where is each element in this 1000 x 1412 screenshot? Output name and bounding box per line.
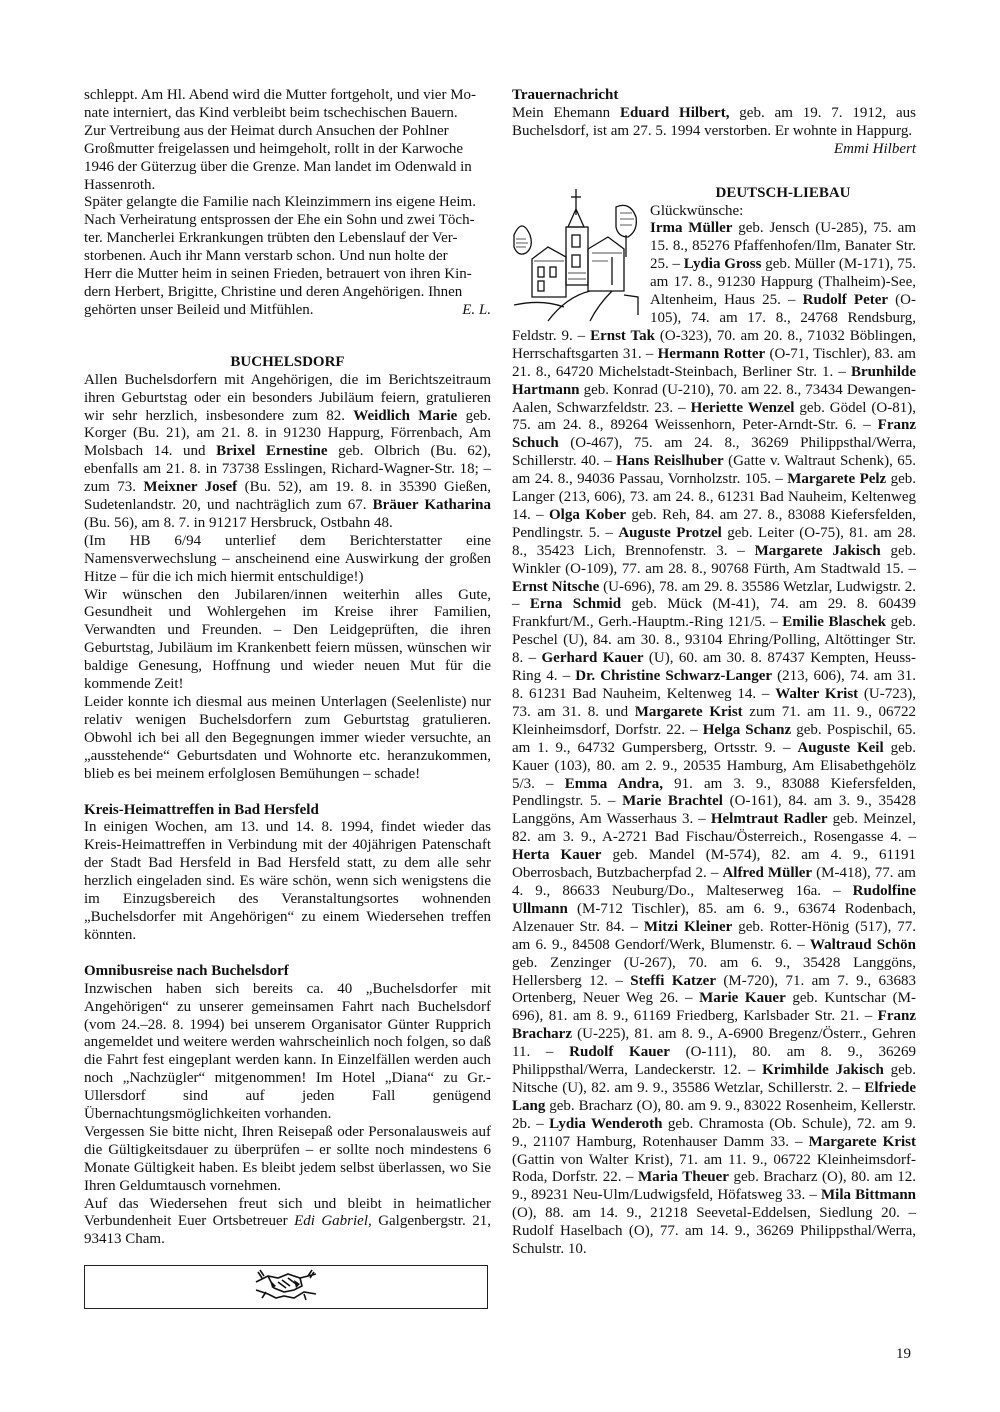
intro-line: Großmutter freigelassen und heimgeholt, rollt in der Karwoche [84,140,464,157]
intro-line: ter. Mancherlei Erkrankungen trübten den Lebenslauf der Ver- [84,230,458,247]
entry-details: (213, 606), 74. am 31. 8. 61231 Bad Nauheim, Keltenweg 14. – [512,668,916,702]
intro-line: Später gelangte die Familie nach Kleinzimmern ins eigene Heim. [84,194,476,211]
birthday-list [512,220,916,1259]
person-name: Erna Schmid [529,596,622,613]
buchelsdorf-birthdays: Allen Buchelsdorfern mit Angehörigen, die im Berichtszeitraum ihren Geburtstag oder ein besonders Jubiläum feiern, gratulieren wir sehr herzlich, insbesondere zum 82. Weidlich Marie geb. Korger (Bu. 21), am 21. 8. in 91230 Happurg, Förrenbach, Am Molsbach 14. und Brixel Ernestine geb. Olbrich (Bu. 62), ebenfalls am 21. 8. in 73738 Esslingen, Richard-Wagner-Str. 18; – zum 73. Meixner Josef (Bu. 52), am 19. 8. in 35390 Gießen, Sudetenlandstr. 20, und nachträglich zum 67. Bräuer Katharina (Bu. 56), am 8. 7. in 91217 Hersbruck, Ostbahn 48. [84,371,492,531]
person-name: Brixel Ernestine [216,443,328,460]
entry-details: geb. Rotter-Hönig (517), 77. am 6. 9., 84508 Gendorf/Werk, Blumenstr. 6. – [512,918,916,953]
person-name: Hermann Rotter [657,345,766,362]
intro-line: Herr die Mutter heim in seinen Frieden, betrauert von ihren Kin- [84,266,472,283]
entry-details: geb. Müller (M-171), 75. am 17. 8., 91230 Happurg (Thalheim)-See, Altenheim, Haus 25. – [650,256,917,309]
omnibus-heading: Omnibusreise nach Buchelsdorf [84,962,289,979]
omnibus-text-3: Auf das Wiedersehen freut sich und bleibt in heimatlicher Verbundenheit Euer Ortsbetreuer Edi Gabriel, Galgenbergstr. 21, 93413 Cham. [84,1195,491,1248]
person-name: Emilie Blaschek [782,614,887,631]
kreis-heading: Kreis-Heimattreffen in Bad Hersfeld [84,801,319,818]
person-name: Margarete Jakisch [754,542,881,559]
entry-details: (Gattin von Walter Krist), 71. am 11. 9., 06722 Kleinheimsdorf-Roda, Dorfstr. 22. – [512,1151,916,1186]
person-name: Ernst Tak [590,327,656,344]
person-name: Herta Kauer [512,847,602,864]
entry-details: geb. Winkler (O-109), 77. am 28. 8., 90768 Fürth, Am Stadtwald 15. – [512,542,916,577]
entry-details: (U-696), 78. am 29. 8. 35586 Wetzlar, Ludwigstr. 2. – [512,578,916,613]
person-name: Waltraud Schön [809,936,916,953]
kreis-text: In einigen Wochen, am 13. und 14. 8. 1994, findet wieder das Kreis-Heimattreffen in Verbindung mit der 40jährigen Patenschaft der Stadt Bad Hersfeld in Bad Hersfeld statt, zu dem alle sehr herzlich eingeladen sind. Es wäre schön, wenn sich wenigstens die im Einzugsbereich des Veranstaltungsortes wohnenden „Buchelsdorfer mit Angehörigen“ zu einem Wiedersehen treffen könnten. [84,819,491,943]
entry-details: zum 71. am 11. 9., 06722 Kleinheimsdorf, Dorfstr. 22. – [512,703,917,738]
entry-details: (O-323), 70. am 20. 8., 71032 Böblingen, Herrschaftsgarten 31. – [512,327,916,362]
entry-details: geb. Reh, 84. am 27. 8., 83088 Kiefersfelden, Pendlingstr. 5. – [512,506,916,541]
entry-details: (O-161), 84. am 3. 9., 35428 Langgöns, Am Wasserhaus 3. – [512,793,916,828]
trauer-heading: Trauernachricht [512,87,619,103]
person-name: Ernst Nitsche [512,578,600,595]
person-name: Walter Krist [775,686,859,702]
person-name: Mitzi Kleiner [643,918,733,935]
person-name: Rudolf Peter [802,292,889,309]
entry-details: (U-225), 81. am 8. 9., A-6900 Bregenz/Österr., Gehren 11. – [512,1026,916,1061]
person-name: Steffi Katzer [630,972,716,989]
person-name: Weidlich Marie [353,407,458,424]
person-name: Elfriede Lang [512,1079,916,1114]
buchelsdorf-correction: (Im HB 6/94 unterlief dem Berichterstatter eine Namensverwechslung – anscheinend eine Auswirkung der großen Hitze – für die ich mich hiermit entschuldige!) [84,532,491,585]
person-name: Rudolf Kauer [569,1044,670,1061]
entry-details: geb. Mück (M-41), 74. am 29. 8. 60439 Frankfurt/M., Gerh.-Hauptm.-Ring 121/5. – [512,596,916,631]
church-illustration-icon [512,187,640,323]
person-name: Lydia Wenderoth [549,1115,663,1132]
left-column [84,87,491,1249]
person-name: Eduard Hilbert, [620,104,730,121]
entry-details: geb. Jensch (U-285), 75. am 15. 8., 85276 Pfaffenhofen/Ilm, Banater Str. 25. – [650,220,917,273]
greetings-label: Glückwünsche: [650,202,744,219]
caretaker-name: Edi Gabriel, [294,1213,372,1230]
entry-details: geb. Kauer (103), 80. am 2. 9., 20535 Hamburg, Am Elisabethgehölz 5/3. – [512,739,916,792]
person-name: Margarete Pelz [787,471,887,488]
entry-details: 91. am 3. 9., 83088 Kiefersfelden, Pendlingstr. 5. – [512,775,917,810]
entry-details: (O-71, Tischler), 83. am 21. 8., 64720 Michelstadt-Steinbach, Berliner Str. 1. – [512,345,916,380]
entry-details: (M-418), 77. am 4. 9., 86633 Neuburg/Do., Malteserweg 16a. – [512,865,916,899]
entry-details: geb. Gödel (O-81), 75. am 24. 8., 89264 Weissenhorn, Peter-Arndt-Str. 6. – [512,399,917,434]
intro-sign-line [84,302,491,320]
person-name: Meixner Josef [143,479,238,496]
handshake-box [84,1265,488,1309]
right-column [512,87,916,1259]
entry-details: geb. Kuntschar (M-696), 81. am 8. 9., 61169 Friedberg, Karlsbader Str. 21. – [512,990,916,1025]
person-name: Olga Kober [549,506,627,523]
person-name: Mila Bittmann [821,1187,916,1204]
entry-details: (O), 88. am 14. 9., 21218 Seevetal-Eddelsen, Siedlung 20. – Rudolf Haselbach (O), 77. am 14. 9., 36269 Philippsthal/Werra, Schulstr. 10. [512,1205,916,1258]
entry-details: geb. Chramosta (Ob. Schule), 72. am 9. 9., 21107 Hamburg, Rotenhauser Damm 33. – [512,1115,917,1150]
entry-details: (O-467), 75. am 24. 8., 36269 Philippsthal/Werra, Schillerstr. 40. – [512,435,916,470]
person-name: Franz Schuch [512,417,916,452]
person-name: Alfred Müller [722,865,813,882]
entry-details: (U-723), 73. am 31. 8. und [512,686,916,720]
person-name: Margarete Krist [808,1133,916,1150]
buchelsdorf-note: Leider konnte ich diesmal aus meinen Unterlagen (Seelenliste) nur relativ wenigen Buchelsdorfern zum Geburtstag gratulieren. Obwohl ich bei all den Begegnungen immer wieder versuchte, an „ausstehende“ Geburtsdaten und Wohnorte etc. heranzukommen, blieb es bei meinem erfolglosen Bemühungen – schade! [84,694,491,782]
intro-line: Nach Verheiratung entsprossen der Ehe ein Sohn und zwei Töch- [84,212,475,229]
person-name: Helmtraut Radler [710,811,828,828]
buchelsdorf-heading: BUCHELSDORF [230,353,345,370]
person-name: Hans Reislhuber [615,453,724,470]
person-name: Lydia Gross [683,256,762,273]
entry-details: geb. Peschel (U), 84. am 30. 8., 93104 Ehring/Polling, Altöttinger Str. 8. – [512,614,916,667]
person-name: Auguste Protzel [618,524,722,541]
entry-details: geb. Bracharz (O), 80. am 12. 9., 89231 Neu-Ulm/Ludwigsfeld, Höfatsweg 33. – [512,1169,916,1204]
entry-details: (M-720), 71. am 7. 9., 63683 Ortenberg, Neuer Weg 26. – [512,972,917,1007]
trauer-signature: Emmi Hilbert [833,140,916,157]
person-name: Franz Bracharz [512,1008,916,1043]
entry-details: (O-111), 80. am 8. 9., 36269 Philippsthal/Werra, Landeckerstr. 12. – [512,1044,916,1079]
page-number: 19 [896,1346,911,1362]
person-name: Auguste Keil [797,739,884,756]
intro-line: 1946 der Güterzug über die Grenze. Man landet im Odenwald in [84,158,472,175]
deutsch-liebau-section [512,185,916,1259]
intro-line: dern Herbert, Brigitte, Christine und deren Angehörigen. Ihnen [84,283,463,300]
person-name: Krimhilde Jakisch [762,1062,884,1079]
intro-last-line: gehörten unser Beileid und Mitfühlen. [84,301,314,318]
person-name: Gerhard Kauer [541,650,644,667]
buchelsdorf-wishes: Wir wünschen den Jubilaren/innen weiterhin alles Gute, Gesundheit und Wohlergehen im Kreise ihrer Familien, Verwandten und Freunden. – Den Leidgeprüften, die ihren Geburtstag, Jubiläum im Krankenbett feiern müssen, wünschen wir baldige Genesung, Hoffnung und wieder neuen Mut für die kommende Zeit! [84,586,491,693]
handshake-icon [254,1268,318,1307]
entry-details: (O-105), 74. am 17. 8., 24768 Rendsburg, Feldstr. 9. – [512,292,917,344]
intro-line: Zur Vertreibung aus der Heimat durch Ansuchen der Pohlner [84,122,449,139]
entry-details: geb. Langer (213, 606), 73. am 24. 8., 61231 Bad Nauheim, Keltenweg 14. – [512,471,916,523]
entry-details: geb. Pospischil, 65. am 1. 9., 64732 Gumpersberg, Ortsstr. 9. – [512,721,916,756]
person-name: Maria Theuer [638,1169,729,1186]
entry-details: geb. Leiter (O-75), 81. am 28. 8., 35423 Lich, Brennofenstr. 3. – [512,524,916,559]
entry-details: geb. Meinzel, 82. am 3. 9., A-2721 Bad Fischau/Österreich., Rosengasse 4. – [512,811,917,846]
entry-details: geb. Nitsche (U), 82. am 9. 9., 35586 Wetzlar, Schillerstr. 2. – [512,1062,916,1096]
person-name: Marie Kauer [699,990,786,1007]
entry-details: (U), 60. am 30. 8. 87437 Kempten, Heuss-Ring 4. – [512,650,917,685]
entry-details: (Gatte v. Waltraut Schenk), 65. am 24. 8., 94036 Passau, Vornholzstr. 105. – [512,453,917,488]
person-name: Helga Schanz [702,721,792,738]
entry-details: geb. Zenzinger (U-267), 70. am 6. 9., 35428 Langgöns, Hellersberg 12. – [512,954,916,989]
omnibus-text-2: Vergessen Sie bitte nicht, Ihren Reisepaß oder Personalausweis auf die Gültigkeitsdauer zu überprüfen – er sollte noch mindestens 6 Monate Gültigkeit haben. Es bleibt jedem selbst überlassen, wo Sie Ihren Geldumtausch vornehmen. [84,1123,491,1194]
intro-line: storbenen. Auch ihr Mann verstarb schon. Und nun holte der [84,248,448,265]
omnibus-text-1: Inzwischen haben sich bereits ca. 40 „Buchelsdorfer mit Angehörigen“ zu unserer gemeinsamen Fahrt nach Buchelsdorf (vom 24.–28. 8. 1994) bei unserem Organisator Günter Rupprich angemeldet und weitere werden wahrscheinlich noch folgen, so daß die Fahrt fest eingeplant werden kann. In Einzelfällen werden auch noch „Nachzügler“ mitgenommen! Im Hotel „Diana“ zu Gr.-Ullersdorf sind auf jeden Fall genügend Übernachtungsmöglichkeiten vorhanden. [84,980,491,1123]
entry-details: geb. Bracharz (O), 80. am 9. 9., 83022 Rosenheim, Kellerstr. 2b. – [512,1097,916,1132]
person-name: Heriette Wenzel [690,399,795,416]
intro-line: Hassenroth. [84,176,156,193]
person-name: Margarete Krist [634,703,743,720]
person-name: Bräuer Katharina [372,497,491,514]
person-name: Emma Andra, [564,775,663,792]
person-name: Marie Brachtel [622,793,723,810]
person-name: Irma Müller [650,220,733,237]
intro-line: nate interniert, das Kind verbleibt beim tschechischen Bauern. [84,104,458,121]
entry-details: geb. Mandel (M-574), 82. am 4. 9., 61191 Oberrosbach, Butzbacherpfad 2. – [512,847,916,882]
deutsch-liebau-heading: DEUTSCH-LIEBAU [715,184,851,201]
trauer-text: Mein Ehemann Eduard Hilbert, geb. am 19. 7. 1912, aus Buchelsdorf, ist am 27. 5. 1994 verstorben. Er wohnte in Happurg. [512,104,916,139]
entry-details: (M-712 Tischler), 85. am 6. 9., 63674 Rodenbach, Alzenauer Str. 84. – [512,900,916,935]
person-name: Brunhilde Hartmann [512,363,916,398]
intro-signature: E. L. [462,301,491,318]
person-name: Dr. Christine Schwarz-Langer [575,668,773,685]
entry-details: geb. Konrad (U-210), 70. am 22. 8., 73434 Dewangen-Aalen, Schwarzfeldstr. 23. – [512,381,916,416]
obituary-text [84,87,491,320]
person-name: Rudolfine Ullmann [512,882,916,917]
intro-line: schleppt. Am Hl. Abend wird die Mutter fortgeholt, und vier Mo- [84,87,477,103]
